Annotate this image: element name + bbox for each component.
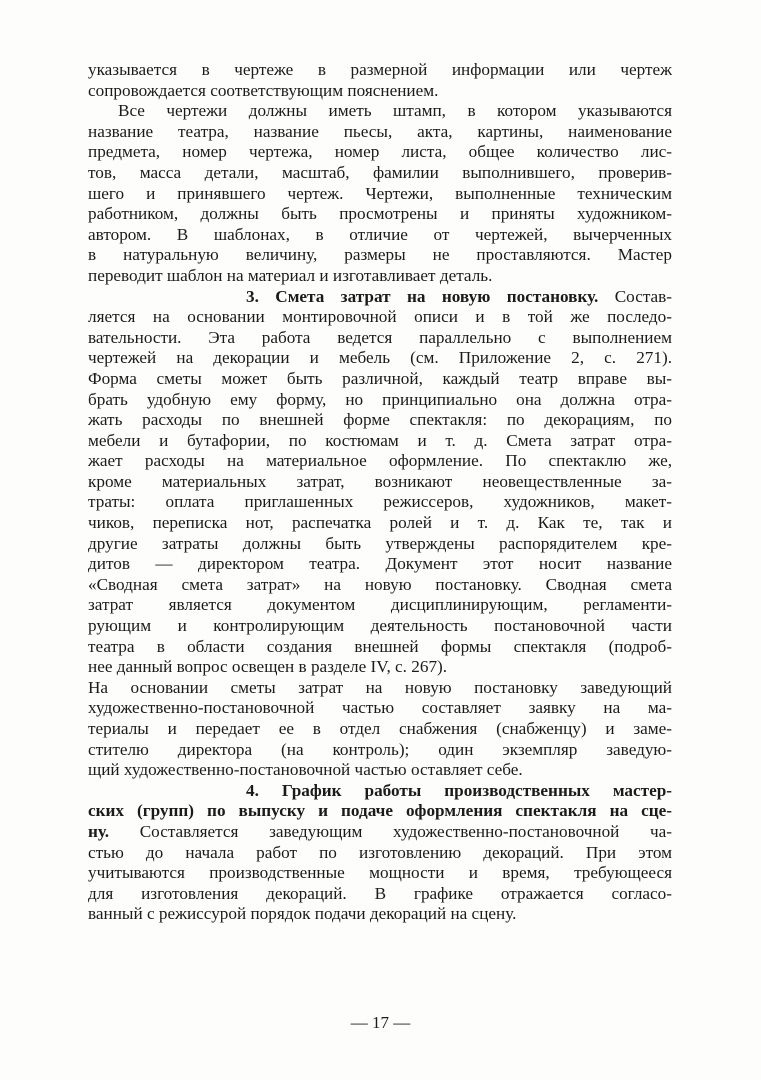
- text-line: вательности. Эта работа ведется параллельно с выполнением: [88, 327, 672, 347]
- text-line: театра в области создания внешней формы спектакля (подроб-: [88, 636, 672, 656]
- text-line: сопровождается соответствующим пояснением.: [88, 80, 439, 100]
- text-line: в натуральную величину, размеры не проставляются. Мастер: [88, 245, 672, 265]
- text-line: чертежей на декорации и мебель (см. Приложение 2, с. 271).: [88, 348, 672, 368]
- page-number: — 17 —: [350, 1013, 411, 1032]
- section-heading-4: 4. График работы производственных мастер-: [246, 780, 672, 800]
- text-line: щий художественно-постановочной частью оставляет себе.: [88, 760, 523, 780]
- text-line: нее данный вопрос освещен в разделе IV, с. 267).: [88, 657, 448, 677]
- text-line: название театра, название пьесы, акта, картины, наименование: [88, 121, 672, 141]
- text-line: стью до начала работ по изготовлению декораций. При этом: [88, 842, 672, 862]
- text-line: стителю директора (на контроль); один экземпляр заведую-: [88, 739, 672, 759]
- text-line: жает расходы на материальное оформление. По спектаклю же,: [88, 451, 672, 471]
- text-line: териалы и передает ее в отдел снабжения (снабженцу) и заме-: [88, 719, 672, 738]
- text-fragment: Состав-: [614, 286, 673, 306]
- text-line: ляется на основании монтировочной описи и в той же последо-: [88, 307, 672, 327]
- text-line: кроме материальных затрат, возникают неовеществленные за-: [88, 471, 672, 491]
- text-line: дитов — директором театра. Документ этот носит название: [88, 554, 672, 574]
- text-line: работником, должны быть просмотрены и приняты художником-: [88, 204, 672, 224]
- text-line: переводит шаблон на материал и изготавливает деталь.: [88, 265, 493, 285]
- text-line: указывается в чертеже в размерной информации или чертеж: [88, 60, 672, 79]
- text-line: для изготовления декораций. В графике отражается согласо-: [88, 883, 672, 903]
- text-line: чиков, переписка нот, распечатка ролей и т. д. Как те, так и: [88, 513, 672, 533]
- text-line: Все чертежи должны иметь штамп, в котором указываются: [118, 101, 672, 121]
- text-line: Форма сметы может быть различной, каждый театр вправе вы-: [88, 368, 672, 388]
- section-heading-line: [88, 287, 672, 308]
- text-line: другие затраты должны быть утверждены распорядителем кре-: [88, 533, 672, 553]
- section-heading-4-end: ну.: [88, 821, 110, 841]
- text-line: мебели и бутафории, по костюмам и т. д. Смета затрат отра-: [88, 430, 672, 450]
- text-line: художественно-постановочной частью составляет заявку на ма-: [88, 698, 672, 718]
- text-line: автором. В шаблонах, в отличие от чертежей, вычерченных: [88, 224, 672, 244]
- text-line: «Сводная смета затрат» на новую постановку. Сводная смета: [88, 574, 672, 594]
- text-line: предмета, номер чертежа, номер листа, общее количество лис-: [88, 142, 672, 162]
- text-line: жать расходы по внешней форме спектакля: по декорациям, по: [88, 410, 672, 430]
- text-line: На основании сметы затрат на новую постановку заведующий: [88, 677, 672, 697]
- text-line: учитываются производственные мощности и время, требующееся: [88, 863, 672, 883]
- text-line: шего и принявшего чертеж. Чертежи, выполненные техническим: [88, 183, 672, 203]
- section-heading-4-cont: ских (групп) по выпуску и подаче оформления спектакля на сце-: [88, 801, 672, 821]
- text-line: ванный с режиссурой порядок подачи декораций на сцену.: [88, 904, 517, 924]
- text-line: тов, масса детали, масштаб, фамилии выполнившего, проверив-: [88, 162, 672, 182]
- section-heading-line: [88, 822, 672, 843]
- text-line: брать удобную ему форму, но принципиально она должна отра-: [88, 389, 672, 409]
- page-body: [88, 60, 672, 925]
- section-heading-3: 3. Смета затрат на новую постановку.: [246, 286, 599, 306]
- text-line: рующим и контролирующим деятельность постановочной части: [88, 616, 672, 636]
- text-line: затрат является документом дисциплинирующим, регламенти-: [88, 595, 672, 615]
- text-line: траты: оплата приглашенных режиссеров, художников, макет-: [88, 492, 672, 512]
- text-fragment: Составляется заведующим художественно-постановочной ча-: [139, 821, 672, 841]
